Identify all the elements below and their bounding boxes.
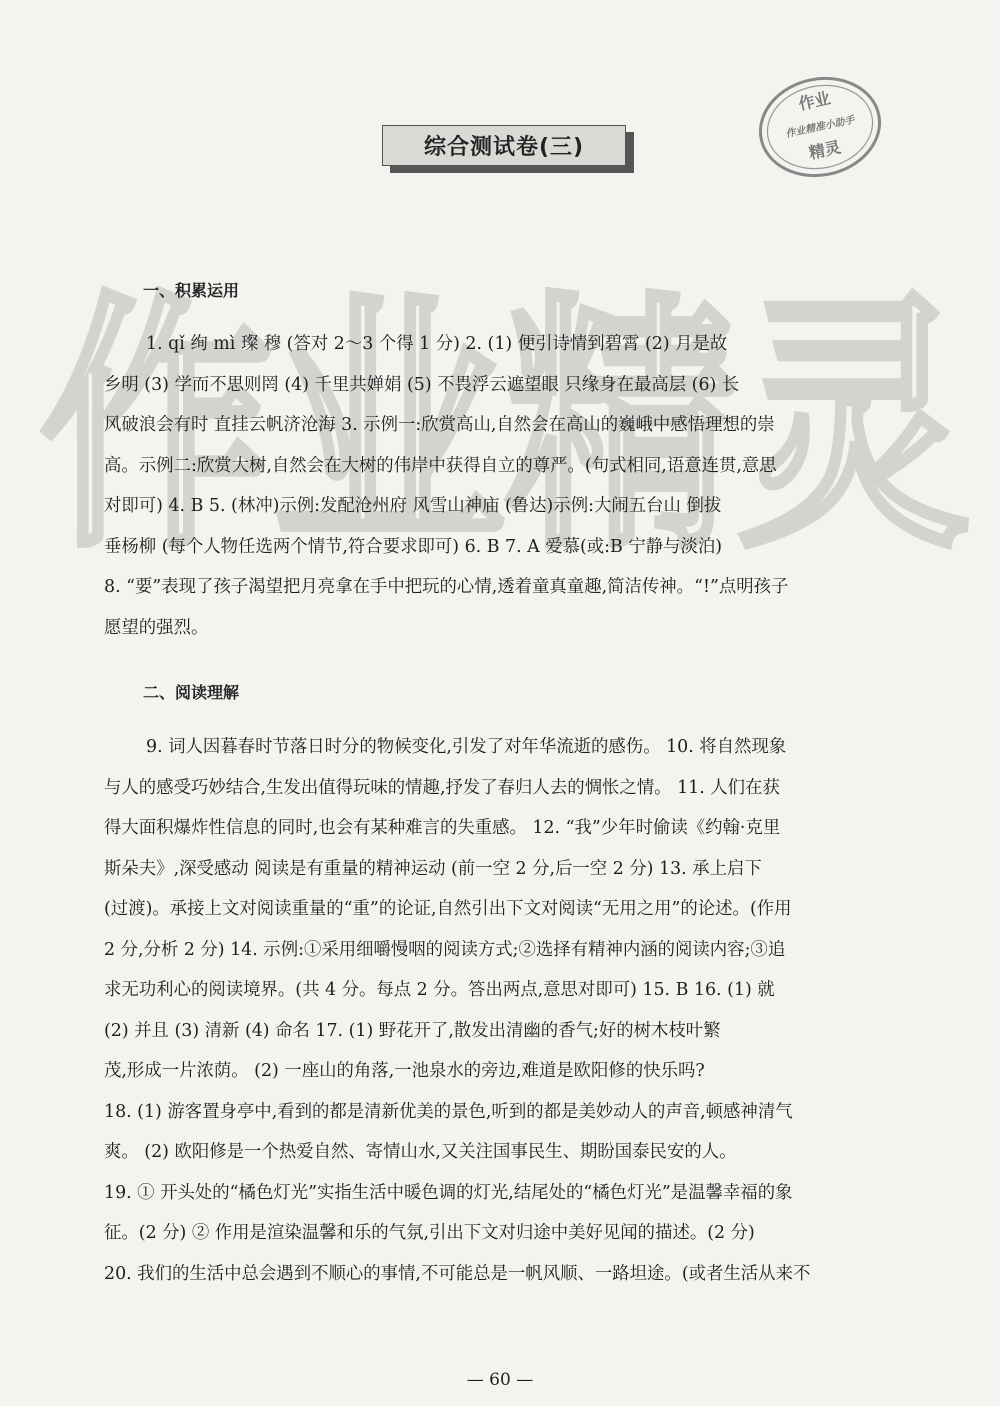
stamp-seal: [754, 72, 886, 182]
answer-line: (过渡)。承接上文对阅读重量的“重”的论证,自然引出下文对阅读“无用之用”的论述。(作用: [104, 899, 792, 919]
answer-line: 9. 词人因暮春时节落日时分的物候变化,引发了对年华流逝的感伤。 10. 将自然现象: [146, 737, 787, 757]
answer-line: (2) 并且 (3) 清新 (4) 命名 17. (1) 野花开了,散发出清幽的香气;好的树木枝叶繁: [104, 1020, 721, 1041]
stamp-bottom-text: 精灵: [807, 137, 843, 163]
answer-line: 愿望的强烈。: [104, 617, 209, 638]
answer-line: 20. 我们的生活中总会遇到不顺心的事情,不可能总是一帆风顺、一路坦途。(或者生活从来不: [104, 1263, 811, 1284]
answer-line: 得大面积爆炸性信息的同时,也会有某种难言的失重感。 12. “我”少年时偷读《约翰·克里: [104, 818, 781, 838]
watermark-text: 作业精灵: [40, 269, 970, 584]
stamp-middle-text: 作业精准小助手: [784, 114, 856, 141]
section-1-answers: [104, 324, 916, 648]
answer-line: 乡明 (3) 学而不思则罔 (4) 千里共婵娟 (5) 不畏浮云遮望眼 只缘身在最高层 (6) 长: [104, 374, 740, 395]
title-box: [382, 125, 634, 173]
answer-line: 8. “要”表现了孩子渴望把月亮拿在手中把玩的心情,透着童真童趣,简洁传神。“!”点明孩子: [104, 577, 789, 597]
section-2-answers: [104, 727, 916, 1294]
answer-line: 高。示例二:欣赏大树,自然会在大树的伟岸中获得自立的尊严。(句式相同,语意连贯,意思: [104, 455, 777, 476]
stamp-top-text: 作业: [796, 88, 833, 114]
page-number: — 60 —: [466, 1370, 534, 1390]
answer-line: 爽。 (2) 欧阳修是一个热爱自然、寄情山水,又关注国事民生、期盼国泰民安的人。: [104, 1142, 737, 1162]
answer-line: 与人的感受巧妙结合,生发出值得玩味的情趣,抒发了春归人去的惆怅之情。 11. 人们在获: [104, 777, 780, 798]
answer-line: 1. qǐ 绚 mì 璨 穆 (答对 2～3 个得 1 分) 2. (1) 便引诗情到碧霄 (2) 月是故: [146, 334, 728, 354]
answer-line: 垂杨柳 (每个人物任选两个情节,符合要求即可) 6. B 7. A 爱慕(或:B 宁静与淡泊): [104, 536, 723, 557]
answer-line: 茂,形成一片浓荫。 (2) 一座山的角落,一池泉水的旁边,难道是欧阳修的快乐吗?: [104, 1061, 705, 1081]
section-heading-accumulation: 一、积累运用: [143, 281, 240, 300]
answer-line: 求无功利心的阅读境界。(共 4 分。每点 2 分。答出两点,意思对即可) 15. B 16. (1) 就: [104, 980, 775, 1000]
answer-line: 18. (1) 游客置身亭中,看到的都是清新优美的景色,听到的都是美妙动人的声音,顿感神清气: [104, 1101, 793, 1122]
page-title: 综合测试卷(三): [382, 125, 626, 166]
answer-line: 对即可) 4. B 5. (林冲)示例:发配沧州府 风雪山神庙 (鲁达)示例:大闹五台山 倒拔: [104, 496, 722, 516]
section-heading-reading: 二、阅读理解: [143, 683, 240, 702]
answer-line: 19. ① 开头处的“橘色灯光”实指生活中暖色调的灯光,结尾处的“橘色灯光”是温馨幸福的象: [104, 1182, 793, 1203]
answer-line: 征。(2 分) ② 作用是渲染温馨和乐的气氛,引出下文对归途中美好见闻的描述。(2 分): [104, 1223, 755, 1243]
answer-line: 斯朵夫》,深受感动 阅读是有重量的精神运动 (前一空 2 分,后一空 2 分) 13. 承上启下: [104, 858, 762, 879]
answer-line: 风破浪会有时 直挂云帆济沧海 3. 示例一:欣赏高山,自然会在高山的巍峨中感悟理想的崇: [104, 415, 775, 435]
answer-line: 2 分,分析 2 分) 14. 示例:①采用细嚼慢咽的阅读方式;②选择有精神内涵的阅读内容;③追: [104, 939, 786, 960]
